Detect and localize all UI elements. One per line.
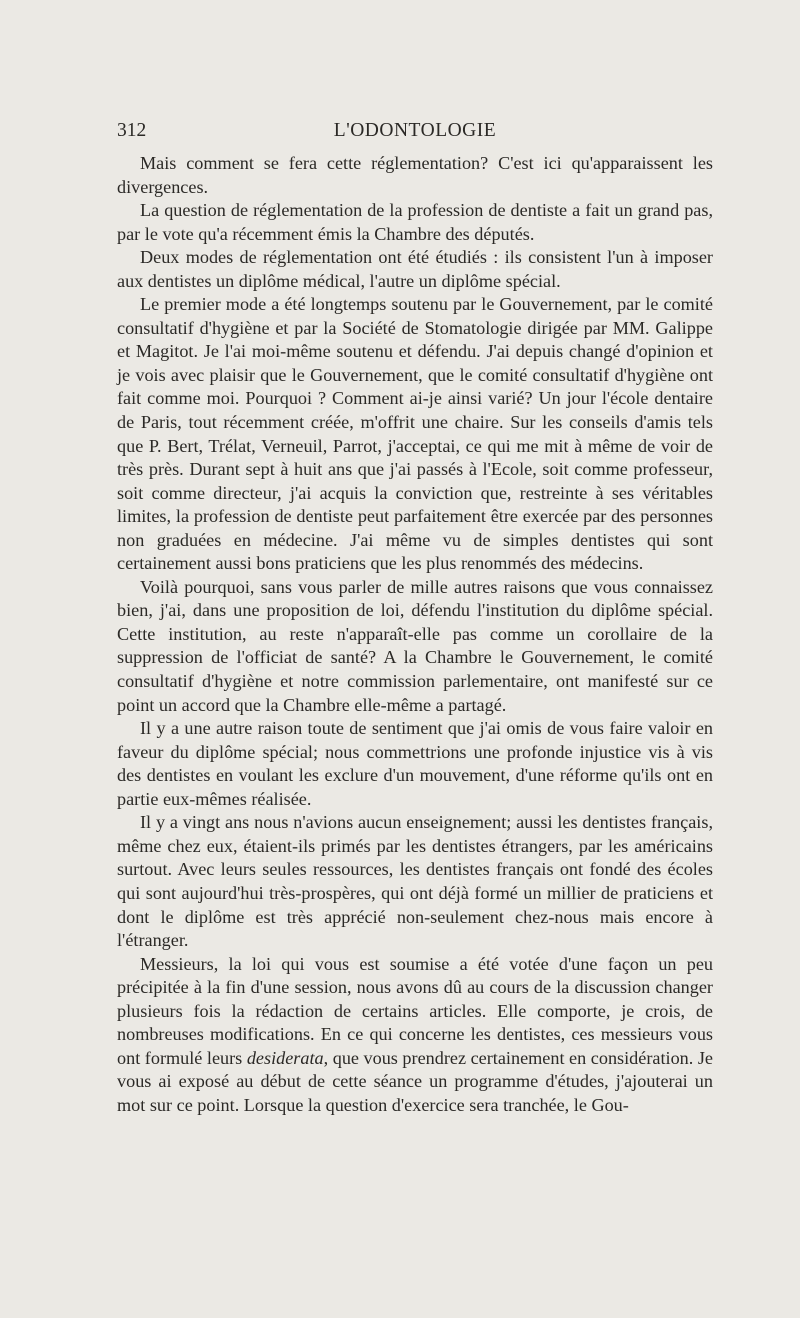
page-number: 312 bbox=[117, 120, 147, 141]
paragraph: La question de réglementation de la profession de dentiste a fait un grand pas, par le vote qu'a récemment émis la Chambre des députés. bbox=[117, 200, 713, 244]
paragraph: Le premier mode a été longtemps soutenu par le Gouvernement, par le comité consultatif d'hygiène et par la Société de Stomatologie dirigée par MM. Galippe et Magitot. Je l'ai moi-même soutenu et défendu. J'ai depuis changé d'opinion et je vois avec plaisir que le Gouvernement, que le comité consultatif d'hygiène ont fait comme moi. Pourquoi ? Comment ai-je ainsi varié? Un jour l'école dentaire de Paris, tout récemment créée, m'offrit une chaire. Sur les conseils d'amis tels que P. Bert, Trélat, Verneuil, Parrot, j'acceptai, ce qui me mit à même de voir de très près. Durant sept à huit ans que j'ai passés à l'Ecole, soit comme professeur, soit comme directeur, j'ai acquis la conviction que, restreinte à ses véritables limites, la profession de dentiste peut parfaitement être exercée par des personnes non graduées en médecine. J'ai même vu de simples dentistes qui sont certainement aussi bons praticiens que les plus renommés des médecins. bbox=[117, 294, 713, 574]
italic-term: desiderata bbox=[246, 1047, 324, 1068]
running-title: L'ODONTOLOGIE bbox=[333, 120, 497, 141]
paragraph: Il y a une autre raison toute de sentiment que j'ai omis de vous faire valoir en faveur du diplôme spécial; nous commettrions une profonde injustice vis à vis des dentistes en voulant les exclure d'un mouvement, d'une réforme qu'ils ont en partie eux-mêmes réalisée. bbox=[117, 718, 713, 809]
paragraph: Il y a vingt ans nous n'avions aucun enseignement; aussi les dentistes français, même chez eux, étaient-ils primés par les dentistes étrangers, par les américains surtout. Avec leurs seules ressources, les dentistes français ont fondé des écoles qui sont aujourd'hui très-prospères, qui ont déjà formé un millier de praticiens et dont le diplôme est très apprécié non-seulement chez-nous mais encore à l'étranger. bbox=[117, 812, 713, 951]
body-text bbox=[117, 152, 713, 1117]
book-page bbox=[117, 118, 713, 1117]
paragraph: Voilà pourquoi, sans vous parler de mille autres raisons que vous connaissez bien, j'ai, dans une proposition de loi, défendu l'institution du diplôme spécial. Cette institution, au reste n'apparaît-elle pas comme un corollaire de la suppression de l'officiat de santé? A la Chambre le Gouvernement, le comité consultatif d'hygiène et notre commission parlementaire, ont manifesté sur ce point un accord que la Chambre elle-même a partagé. bbox=[117, 576, 713, 715]
paragraph: Mais comment se fera cette réglementation? C'est ici qu'apparaissent les divergences. bbox=[117, 153, 713, 197]
page-header bbox=[117, 118, 713, 152]
paragraph: Deux modes de réglementation ont été étudiés : ils consistent l'un à imposer aux dentistes un diplôme médical, l'autre un diplôme spécial. bbox=[117, 247, 713, 291]
paragraph-with-italic: Messieurs, la loi qui vous est soumise a été votée d'une façon un peu précipitée à la fin d'une session, nous avons dû au cours de la discussion changer plusieurs fois la rédaction de certains articles. Elle comporte, je crois, de nombreuses modifications. En ce qui concerne les dentistes, ces messieurs vous ont formulé leurs desiderata, que vous prendrez certainement en considération. Je vous ai exposé au début de cette séance un programme d'études, j'ajouterai un mot sur ce point. Lorsque la question d'exercice sera tranchée, le Gou- bbox=[117, 953, 713, 1115]
